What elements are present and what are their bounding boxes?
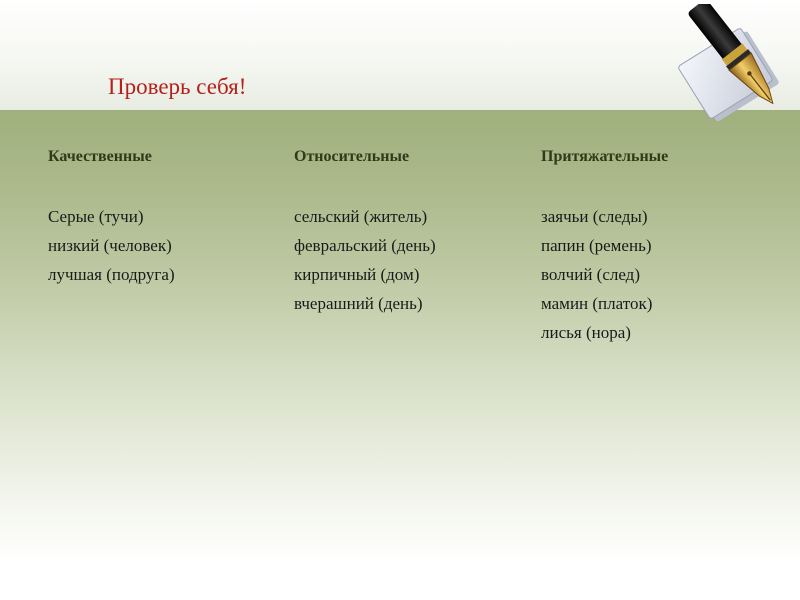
list-item: кирпичный (дом) (294, 265, 420, 284)
list-item: волчий (след) (541, 265, 640, 284)
slide-title: Проверь себя! (108, 74, 247, 99)
list-item: февральский (день) (294, 236, 436, 255)
column-header: Качественные (48, 148, 152, 165)
column-qualitative (48, 146, 288, 289)
list-item: мамин (платок) (541, 294, 653, 313)
list-item: папин (ремень) (541, 236, 652, 255)
list-item: вчерашний (день) (294, 294, 423, 313)
column-possessive (541, 146, 781, 347)
fountain-pen-icon (672, 4, 796, 130)
list-item: лисья (нора) (541, 323, 631, 342)
list-item: сельский (житель) (294, 207, 428, 226)
column-header: Относительные (294, 148, 410, 165)
list-item: Серые (тучи) (48, 207, 144, 226)
list-item: лучшая (подруга) (48, 265, 175, 284)
list-item: заячьи (следы) (541, 207, 648, 226)
list-item: низкий (человек) (48, 236, 172, 255)
column-relative (294, 146, 534, 318)
column-header: Притяжательные (541, 148, 669, 165)
